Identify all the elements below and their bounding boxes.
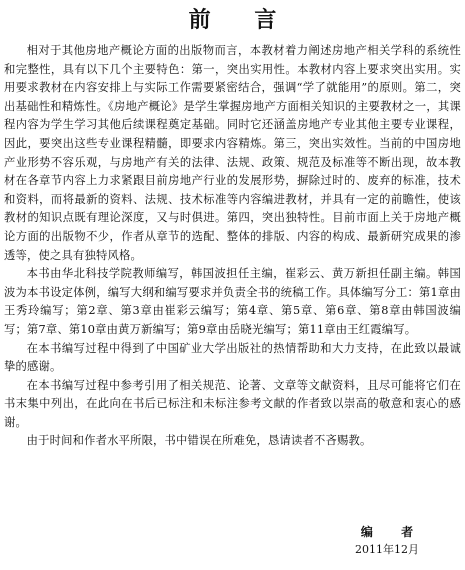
- paragraph-features: 相对于其他房地产概论方面的出版物而言，本教材着力阐述房地产相关学科的系统性和完整性，具有以下几个主要特色：第一，突出实用性。本教材内容上要求突出实用。实用要求教材在内容安排上与实际工作需要紧密结合，强调“学了就能用”的原则。第二，突出基础性和精炼性。《房地产概论》是学生掌握房地产方面相关知识的主要教材之一，其课程内容为学生学习其他后续课程奠定基础。同时它还涵盖房地产专业其他主要专业课程，因此，要突出这些专业课程精髓，即要求内容精炼。第三，突出实效性。当前的中国房地产业形势不容乐观，与房地产有关的法律、法规、政策、规范及标准等不断出现，故本教材在各章节内容上力求紧跟目前房地产行业的发展形势，摒除过时的、废弃的标准，技术和资料，而将最新的资料、法规、技术标准等内容编进教材，并具有一定的前瞻性，使该教材的知识点既有理论深度，又与时俱进。第四，突出独特性。目前市面上关于房地产概论方面的出版物不少，作者从章节的选配、整体的排版、内容的构成、最新研究成果的渗透等，使之具有独特风格。: [4, 44, 461, 262]
- preface-body: [4, 42, 461, 451]
- paragraph-authors: 本书由华北科技学院教师编写，韩国波担任主编，崔彩云、黄万新担任副主编。韩国波为本书设定体例，编写大纲和编写要求并负责全书的统稿工作。具体编写分工：第1章由王秀玲编写；第2章、第3章由崔彩云编写；第4章、第5章、第6章、第8章由韩国波编写；第7章、第10章由黄万新编写；第9章由岳晓光编写；第11章由王红霞编写。: [4, 267, 461, 336]
- page-title: 前 言: [188, 7, 295, 33]
- paragraph-references-thanks: 在本书编写过程中参考引用了相关规范、论著、文章等文献资料，且尽可能将它们在书末集中列出，在此向在书后已标注和未标注参考文献的作者致以崇高的敬意和衷心的感谢。: [4, 378, 461, 429]
- signoff-block: [339, 524, 435, 558]
- paragraph-errata-request: 由于时间和作者水平所限，书中错误在所难免，恳请读者不吝赐教。: [26, 434, 372, 448]
- signer-label: 编 者: [360, 525, 426, 539]
- paragraph-publisher-thanks: 在本书编写过程中得到了中国矿业大学出版社的热情帮助和大力支持，在此致以最诚挚的感谢。: [4, 341, 461, 374]
- signoff-date: 2011年12月: [355, 543, 419, 556]
